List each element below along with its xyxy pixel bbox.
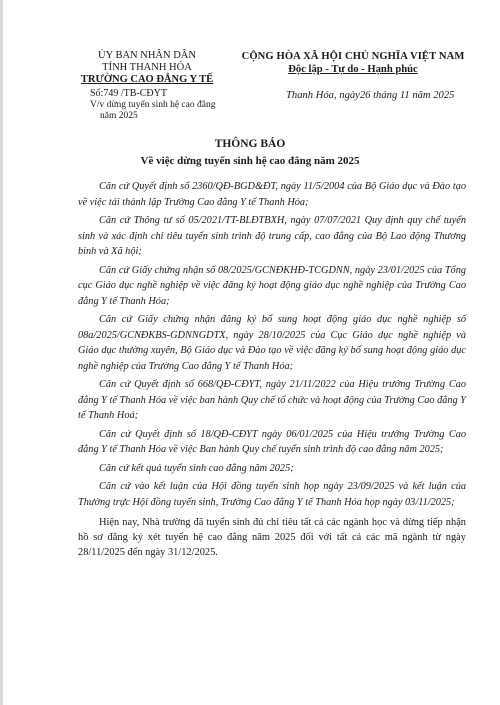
document-date: Thanh Hóa, ngày26 tháng 11 năm 2025 <box>286 90 455 101</box>
issuer-block <box>72 50 222 122</box>
legal-basis-paragraph: Căn cứ Quyết định số 2360/QĐ-BGD&ĐT, ngày 11/5/2004 của Bộ Giáo dục và Đào tạo về việc tái thành lập Trường Cao đẳng Y tế Thanh Hóa; <box>78 181 466 208</box>
issuer-province: TỈNH THANH HÓA <box>102 62 192 73</box>
document-subject <box>72 100 222 122</box>
legal-basis-paragraph: Căn cứ Giấy chứng nhận đăng ký bổ sung hoạt động giáo dục nghề nghiệp số 08a/2025/GCNĐKBS-GDNNGDTX, ngày 28/10/2025 của Cục Giáo dục nghề nghiệp và Giáo dục thường xuyên, Bộ Giáo dục và Đào tạo về việc đăng ký bổ sung hoạt động giáo dục nghề nghiệp của Trường Cao đẳng Y tế Thanh Hóa; <box>78 314 466 372</box>
subject-line-2: năm 2025 <box>100 111 138 121</box>
document-title: THÔNG BÁO <box>214 138 286 150</box>
legal-basis-paragraph: Căn cứ kết quả tuyển sinh cao đẳng năm 2025; <box>99 462 294 474</box>
subject-line-1: V/v dừng tuyển sinh hệ cao đẳng <box>90 100 216 110</box>
national-header <box>235 50 471 76</box>
announcement-paragraph: Hiện nay, Nhà trường đã tuyển sinh đủ chỉ tiêu tất cả các ngành học và dừng tiếp nhận hồ sơ đăng ký xét tuyển hệ cao đẳng năm 2025 đối với tất cả các mã ngành từ ngày 28/11/2025 đến ngày 31/12/2025. <box>78 517 466 559</box>
legal-basis-paragraph: Căn cứ Quyết định số 18/QĐ-CĐYT ngày 06/01/2025 của Hiệu trưởng Trường Cao đẳng Y tế Thanh Hóa về việc Ban hành Quy chế tuyển sinh trình độ cao đẳng năm 2025; <box>78 428 466 455</box>
scan-edge-shadow <box>0 0 3 705</box>
document-body <box>78 179 466 564</box>
document-number: Số:749 /TB-CĐYT <box>90 88 167 99</box>
legal-basis-paragraph: Căn cứ Giấy chứng nhận số 08/2025/GCNĐKHĐ-TCGDNN, ngày 23/01/2025 của Tổng cục Giáo dục nghề nghiệp về việc đăng ký hoạt động giáo dục nghề nghiệp của Trường Cao đẳng Y tế Thanh Hóa; <box>78 264 466 307</box>
issuer-org: ỦY BAN NHÂN DÂN <box>98 50 196 61</box>
nation-name: CỘNG HÒA XÃ HỘI CHỦ NGHĨA VIỆT NAM <box>241 51 465 62</box>
national-motto: Độc lập - Tự do - Hạnh phúc <box>288 64 418 75</box>
legal-basis-paragraph: Căn cứ Thông tư số 05/2021/TT-BLĐTBXH, ngày 07/07/2021 Quy định quy chế tuyển sinh và xác định chỉ tiêu tuyển sinh trình độ trung cấp, cao đẳng của Bộ Lao động Thương binh và Xã hội; <box>78 215 466 257</box>
legal-basis-paragraph: Căn cứ Quyết định số 668/QĐ-CĐYT, ngày 21/11/2022 của Hiệu trưởng Trường Cao đẳng Y tế Thanh Hóa về việc ban hành Quy chế tổ chức và hoạt động của Trường Cao đẳng Y tế Thanh Hoá; <box>78 379 466 421</box>
issuer-school: TRƯỜNG CAO ĐẲNG Y TẾ <box>80 74 214 85</box>
legal-basis-paragraph: Căn cứ vào kết luận của Hội đồng tuyển sinh họp ngày 23/09/2025 và kết luận của Thường trực Hội đồng tuyển sinh, Trường Cao đẳng Y tế Thanh Hóa họp ngày 03/11/2025; <box>78 481 466 508</box>
document-subtitle: Về việc dừng tuyển sinh hệ cao đẳng năm 2025 <box>140 155 360 167</box>
